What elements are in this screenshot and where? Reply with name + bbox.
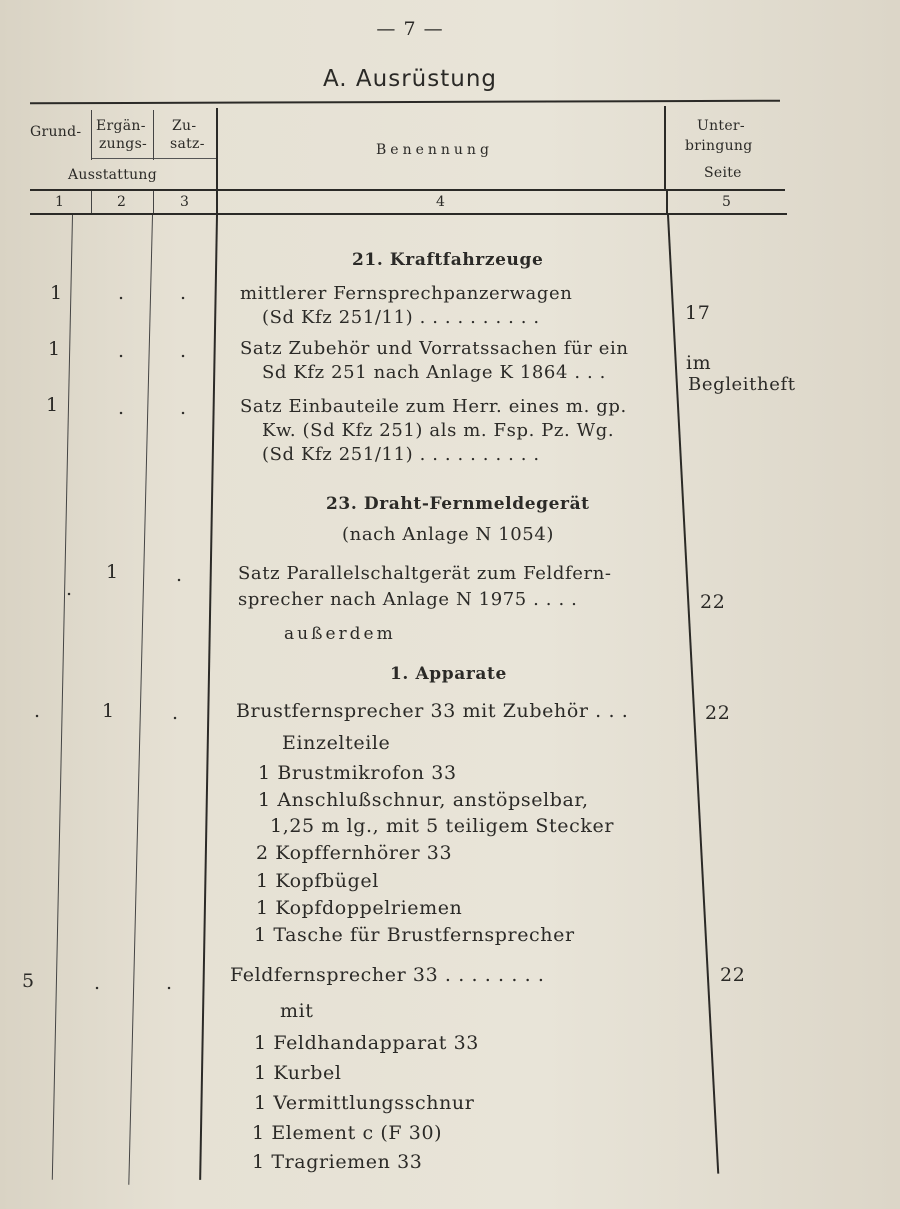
- row-6-erg: .: [94, 972, 101, 994]
- row-1-text-line2: (Sd Kfz 251/11) . . . . . . . . . .: [262, 307, 540, 328]
- row-6-text-line1: Feldfernsprecher 33 . . . . . . . .: [230, 964, 545, 986]
- column-number-1: 1: [55, 194, 65, 210]
- mit-item-5: 1 Tragriemen 33: [252, 1151, 423, 1173]
- header-divider-4: [664, 106, 666, 190]
- row-5-seite: 22: [705, 702, 731, 724]
- row-2-seite-line2: Begleitheft: [688, 374, 796, 395]
- row-1-erg: .: [118, 282, 125, 304]
- number-divider-4: [666, 191, 668, 213]
- einzelteil-1: 1 Brustmikrofon 33: [258, 762, 457, 784]
- header-divider-3: [216, 108, 218, 190]
- row-3-grund: 1: [46, 394, 59, 416]
- header-benennung: Benennung: [376, 142, 493, 158]
- einzelteil-2: 1 Anschlußschnur, anstöpselbar,: [258, 789, 589, 811]
- row-4-seite: 22: [700, 591, 726, 613]
- einzelteil-5: 1 Kopfbügel: [256, 870, 379, 892]
- column-number-rule: [30, 213, 787, 215]
- header-rule: [30, 189, 785, 191]
- einzelteil-6: 1 Kopfdoppelriemen: [256, 897, 463, 919]
- einzelteile-label: Einzelteile: [282, 732, 391, 754]
- row-4-text-line1: Satz Parallelschaltgerät zum Feldfern-: [238, 563, 612, 584]
- einzelteil-3: 1,25 m lg., mit 5 teiligem Stecker: [270, 815, 615, 837]
- table-top-rule: [30, 100, 780, 105]
- number-divider-3: [216, 191, 218, 213]
- row-2-zus: .: [180, 340, 187, 362]
- page-number: — 7 —: [376, 18, 444, 40]
- column-number-5: 5: [722, 194, 732, 210]
- row-2-seite-line1: im: [686, 352, 712, 374]
- einzelteil-4: 2 Kopffernhörer 33: [256, 842, 453, 864]
- section-23-subheading: (nach Anlage N 1054): [342, 524, 555, 545]
- row-5-grund: .: [34, 700, 41, 722]
- row-1-zus: .: [180, 282, 187, 304]
- row-3-erg: .: [118, 397, 125, 419]
- header-divider-1: [91, 110, 92, 160]
- row-3-zus: .: [180, 397, 187, 419]
- row-1-seite: 17: [685, 302, 711, 324]
- row-4-erg: 1: [106, 561, 119, 583]
- body-divider-2: [128, 215, 153, 1185]
- row-3-text-line3: (Sd Kfz 251/11) . . . . . . . . . .: [262, 444, 540, 465]
- row-1-grund: 1: [50, 282, 63, 304]
- section-heading-21: 21. Kraftfahrzeuge: [352, 250, 544, 270]
- row-4-grund: .: [66, 578, 73, 600]
- mit-item-4: 1 Element c (F 30): [252, 1122, 443, 1144]
- column-number-2: 2: [117, 194, 127, 210]
- number-divider-2: [153, 191, 154, 213]
- header-divider-2: [153, 110, 154, 160]
- header-unterbringung-line2: bringung: [685, 138, 753, 154]
- row-4-zus: .: [176, 564, 183, 586]
- section-heading-23: 23. Draht-Fernmeldegerät: [326, 494, 590, 514]
- row-3-text-line2: Kw. (Sd Kfz 251) als m. Fsp. Pz. Wg.: [262, 420, 615, 441]
- row-5-zus: .: [172, 702, 179, 724]
- number-divider-1: [91, 191, 92, 213]
- einzelteil-7: 1 Tasche für Brustfernsprecher: [254, 924, 575, 946]
- row-2-grund: 1: [48, 338, 61, 360]
- mit-label: mit: [280, 1000, 314, 1022]
- mit-item-2: 1 Kurbel: [254, 1062, 342, 1084]
- body-divider-3: [199, 215, 218, 1180]
- row-1-text-line1: mittlerer Fernsprechpanzerwagen: [240, 283, 573, 304]
- header-unterbringung-line1: Unter-: [697, 118, 745, 134]
- row-2-text-line1: Satz Zubehör und Vorratssachen für ein: [240, 338, 629, 359]
- mit-item-1: 1 Feldhandapparat 33: [254, 1032, 479, 1054]
- header-seite: Seite: [704, 165, 742, 181]
- column-number-3: 3: [180, 194, 190, 210]
- ausstattung-rule: [92, 158, 217, 159]
- row-4-text-line2: sprecher nach Anlage N 1975 . . . .: [238, 589, 578, 610]
- header-ergaenzungs-line2: zungs-: [99, 136, 148, 152]
- row-2-text-line2: Sd Kfz 251 nach Anlage K 1864 . . .: [262, 362, 606, 383]
- row-6-seite: 22: [720, 964, 746, 986]
- row-6-zus: .: [166, 972, 173, 994]
- row-5-text-line1: Brustfernsprecher 33 mit Zubehör . . .: [236, 700, 629, 722]
- header-ergaenzungs-line1: Ergän-: [96, 118, 146, 134]
- header-zusatz-line1: Zu-: [172, 118, 197, 134]
- column-number-4: 4: [436, 194, 446, 210]
- header-zusatz-line2: satz-: [170, 136, 205, 152]
- row-3-text-line1: Satz Einbauteile zum Herr. eines m. gp.: [240, 396, 627, 417]
- row-6-grund: 5: [22, 970, 35, 992]
- page-title: A. Ausrüstung: [322, 66, 498, 92]
- header-ausstattung: Ausstattung: [68, 167, 158, 183]
- row-2-erg: .: [118, 340, 125, 362]
- row-5-erg: 1: [102, 700, 115, 722]
- ausserdem-label: außerdem: [284, 624, 396, 644]
- mit-item-3: 1 Vermittlungsschnur: [254, 1092, 475, 1114]
- header-grund: Grund-: [30, 124, 82, 140]
- section-heading-apparate: 1. Apparate: [390, 664, 507, 684]
